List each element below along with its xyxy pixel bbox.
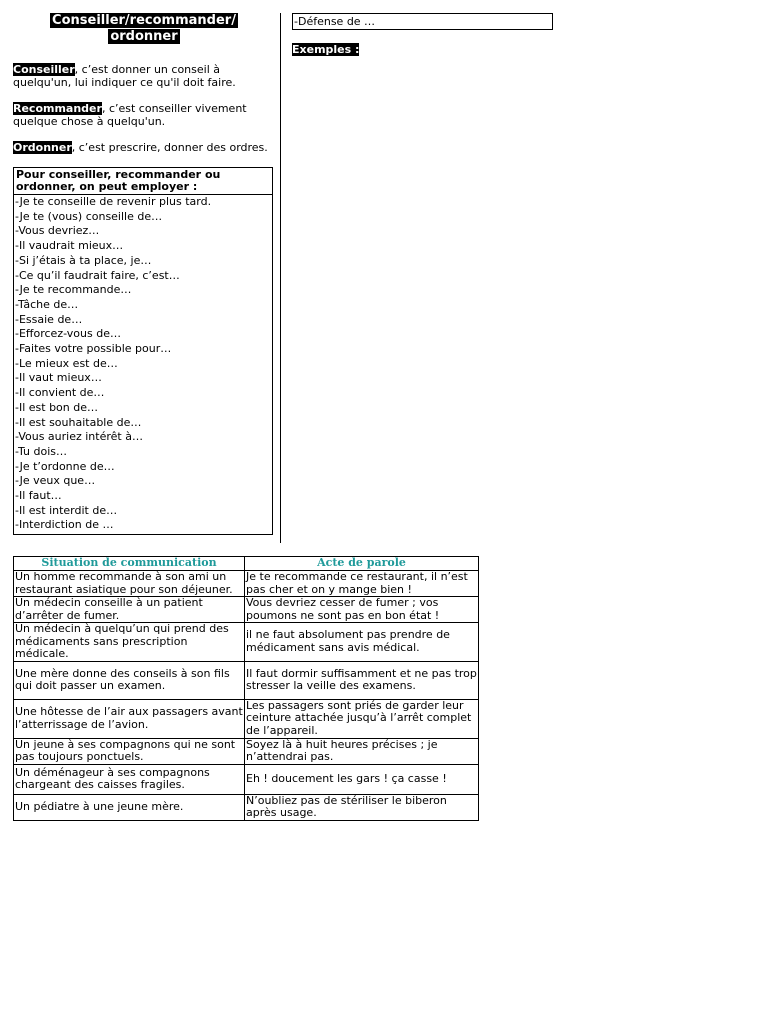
table-row bbox=[14, 764, 479, 794]
left-column bbox=[13, 13, 275, 535]
situation-cell: Une mère donne des conseils à son fils qui doit passer un examen. bbox=[14, 661, 245, 699]
definition-text: , c’est donner un conseil à quelqu'un, lui indiquer ce qu'il doit faire. bbox=[13, 63, 236, 89]
acte-cell: Je te recommande ce restaurant, il n’est pas cher et on y mange bien ! bbox=[245, 571, 479, 597]
expression-item: -Si j’étais à ta place, je… bbox=[15, 253, 152, 267]
page-title-line2: ordonner bbox=[110, 29, 178, 44]
expression-item: -Je te conseille de revenir plus tard. bbox=[15, 195, 212, 208]
examples-label-text: Exemples : bbox=[292, 43, 360, 56]
table-row bbox=[14, 699, 479, 738]
expression-item: -Il convient de… bbox=[15, 386, 105, 400]
expression-item: -Je te recommande… bbox=[15, 283, 132, 297]
expressions-box bbox=[13, 167, 273, 535]
column-divider bbox=[280, 13, 281, 543]
expressions-list bbox=[14, 195, 272, 534]
expression-item: -Je veux que… bbox=[15, 474, 96, 488]
right-column bbox=[292, 13, 554, 56]
expression-item: -Vous auriez intérêt à… bbox=[15, 430, 143, 444]
expression-item: -Tâche de… bbox=[15, 297, 79, 311]
table-row bbox=[14, 623, 479, 662]
situation-cell: Un jeune à ses compagnons qui ne sont pas toujours ponctuels. bbox=[14, 738, 245, 764]
expression-item: -Le mieux est de… bbox=[15, 356, 118, 370]
header-situation: Situation de communication bbox=[14, 557, 245, 571]
term-recommander: Recommander bbox=[13, 102, 102, 115]
acte-cell: Soyez là à huit heures précises ; je n’attendrai pas. bbox=[245, 738, 479, 764]
page-title bbox=[13, 13, 275, 45]
table-row bbox=[14, 597, 479, 623]
table-body bbox=[14, 571, 479, 821]
acte-cell: Il faut dormir suffisamment et ne pas trop stresser la veille des examens. bbox=[245, 661, 479, 699]
situation-cell: Une hôtesse de l’air aux passagers avant l’atterrissage de l’avion. bbox=[14, 699, 245, 738]
table-row bbox=[14, 738, 479, 764]
expression-item: -Tu dois… bbox=[15, 444, 67, 458]
expression-item: -Essaie de… bbox=[15, 312, 83, 326]
expression-item: -Il est bon de… bbox=[15, 400, 99, 414]
expression-item: -Il est souhaitable de… bbox=[15, 415, 142, 429]
page-title-line1: Conseiller/recommander/ bbox=[52, 13, 236, 28]
definition-recommander bbox=[13, 102, 275, 128]
communication-table bbox=[13, 556, 479, 821]
header-acte: Acte de parole bbox=[245, 557, 479, 571]
expression-item: -Il est interdit de… bbox=[15, 503, 118, 517]
definition-text: , c’est prescrire, donner des ordres. bbox=[71, 141, 268, 154]
expression-item: -Je t’ordonne de… bbox=[15, 459, 115, 473]
acte-cell: Les passagers sont priés de garder leur ceinture attachée jusqu’à l’arrêt complet de l’appareil. bbox=[245, 699, 479, 738]
situation-cell: Un pédiatre à une jeune mère. bbox=[14, 794, 245, 820]
definition-conseiller bbox=[13, 63, 275, 89]
expression-item: -Je te (vous) conseille de… bbox=[15, 209, 163, 223]
definition-ordonner bbox=[13, 141, 275, 154]
table-row bbox=[14, 794, 479, 820]
table-row bbox=[14, 661, 479, 699]
acte-cell: il ne faut absolument pas prendre de médicament sans avis médical. bbox=[245, 623, 479, 662]
expression-item: -Faites votre possible pour… bbox=[15, 342, 172, 356]
expression-item: -Il vaut mieux… bbox=[15, 371, 102, 385]
situation-cell: Un homme recommande à son ami un restaurant asiatique pour son déjeuner. bbox=[14, 571, 245, 597]
defense-box: -Défense de … bbox=[292, 13, 553, 30]
term-ordonner: Ordonner bbox=[13, 141, 72, 154]
table-header-row bbox=[14, 557, 479, 571]
expression-item: -Ce qu’il faudrait faire, c’est… bbox=[15, 268, 180, 282]
expression-item: -Il vaudrait mieux… bbox=[15, 239, 124, 253]
expression-item: -Il faut… bbox=[15, 489, 62, 503]
expression-item: -Vous devriez… bbox=[15, 224, 100, 238]
term-conseiller: Conseiller bbox=[13, 63, 75, 76]
expressions-header: Pour conseiller, recommander ou ordonner, on peut employer : bbox=[14, 168, 272, 195]
expression-item: -Efforcez-vous de… bbox=[15, 327, 121, 341]
examples-label bbox=[292, 43, 554, 56]
situation-cell: Un médecin à quelqu’un qui prend des médicaments sans prescription médicale. bbox=[14, 623, 245, 662]
situation-cell: Un déménageur à ses compagnons chargeant des caisses fragiles. bbox=[14, 764, 245, 794]
definition-text: , c’est conseiller vivement quelque chose à quelqu'un. bbox=[13, 102, 247, 128]
situation-cell: Un médecin conseille à un patient d’arrêter de fumer. bbox=[14, 597, 245, 623]
table-row bbox=[14, 571, 479, 597]
acte-cell: Eh ! doucement les gars ! ça casse ! bbox=[245, 764, 479, 794]
acte-cell: Vous devriez cesser de fumer ; vos poumons ne sont pas en bon état ! bbox=[245, 597, 479, 623]
acte-cell: N’oubliez pas de stériliser le biberon après usage. bbox=[245, 794, 479, 820]
expression-item: -Interdiction de … bbox=[15, 518, 114, 532]
